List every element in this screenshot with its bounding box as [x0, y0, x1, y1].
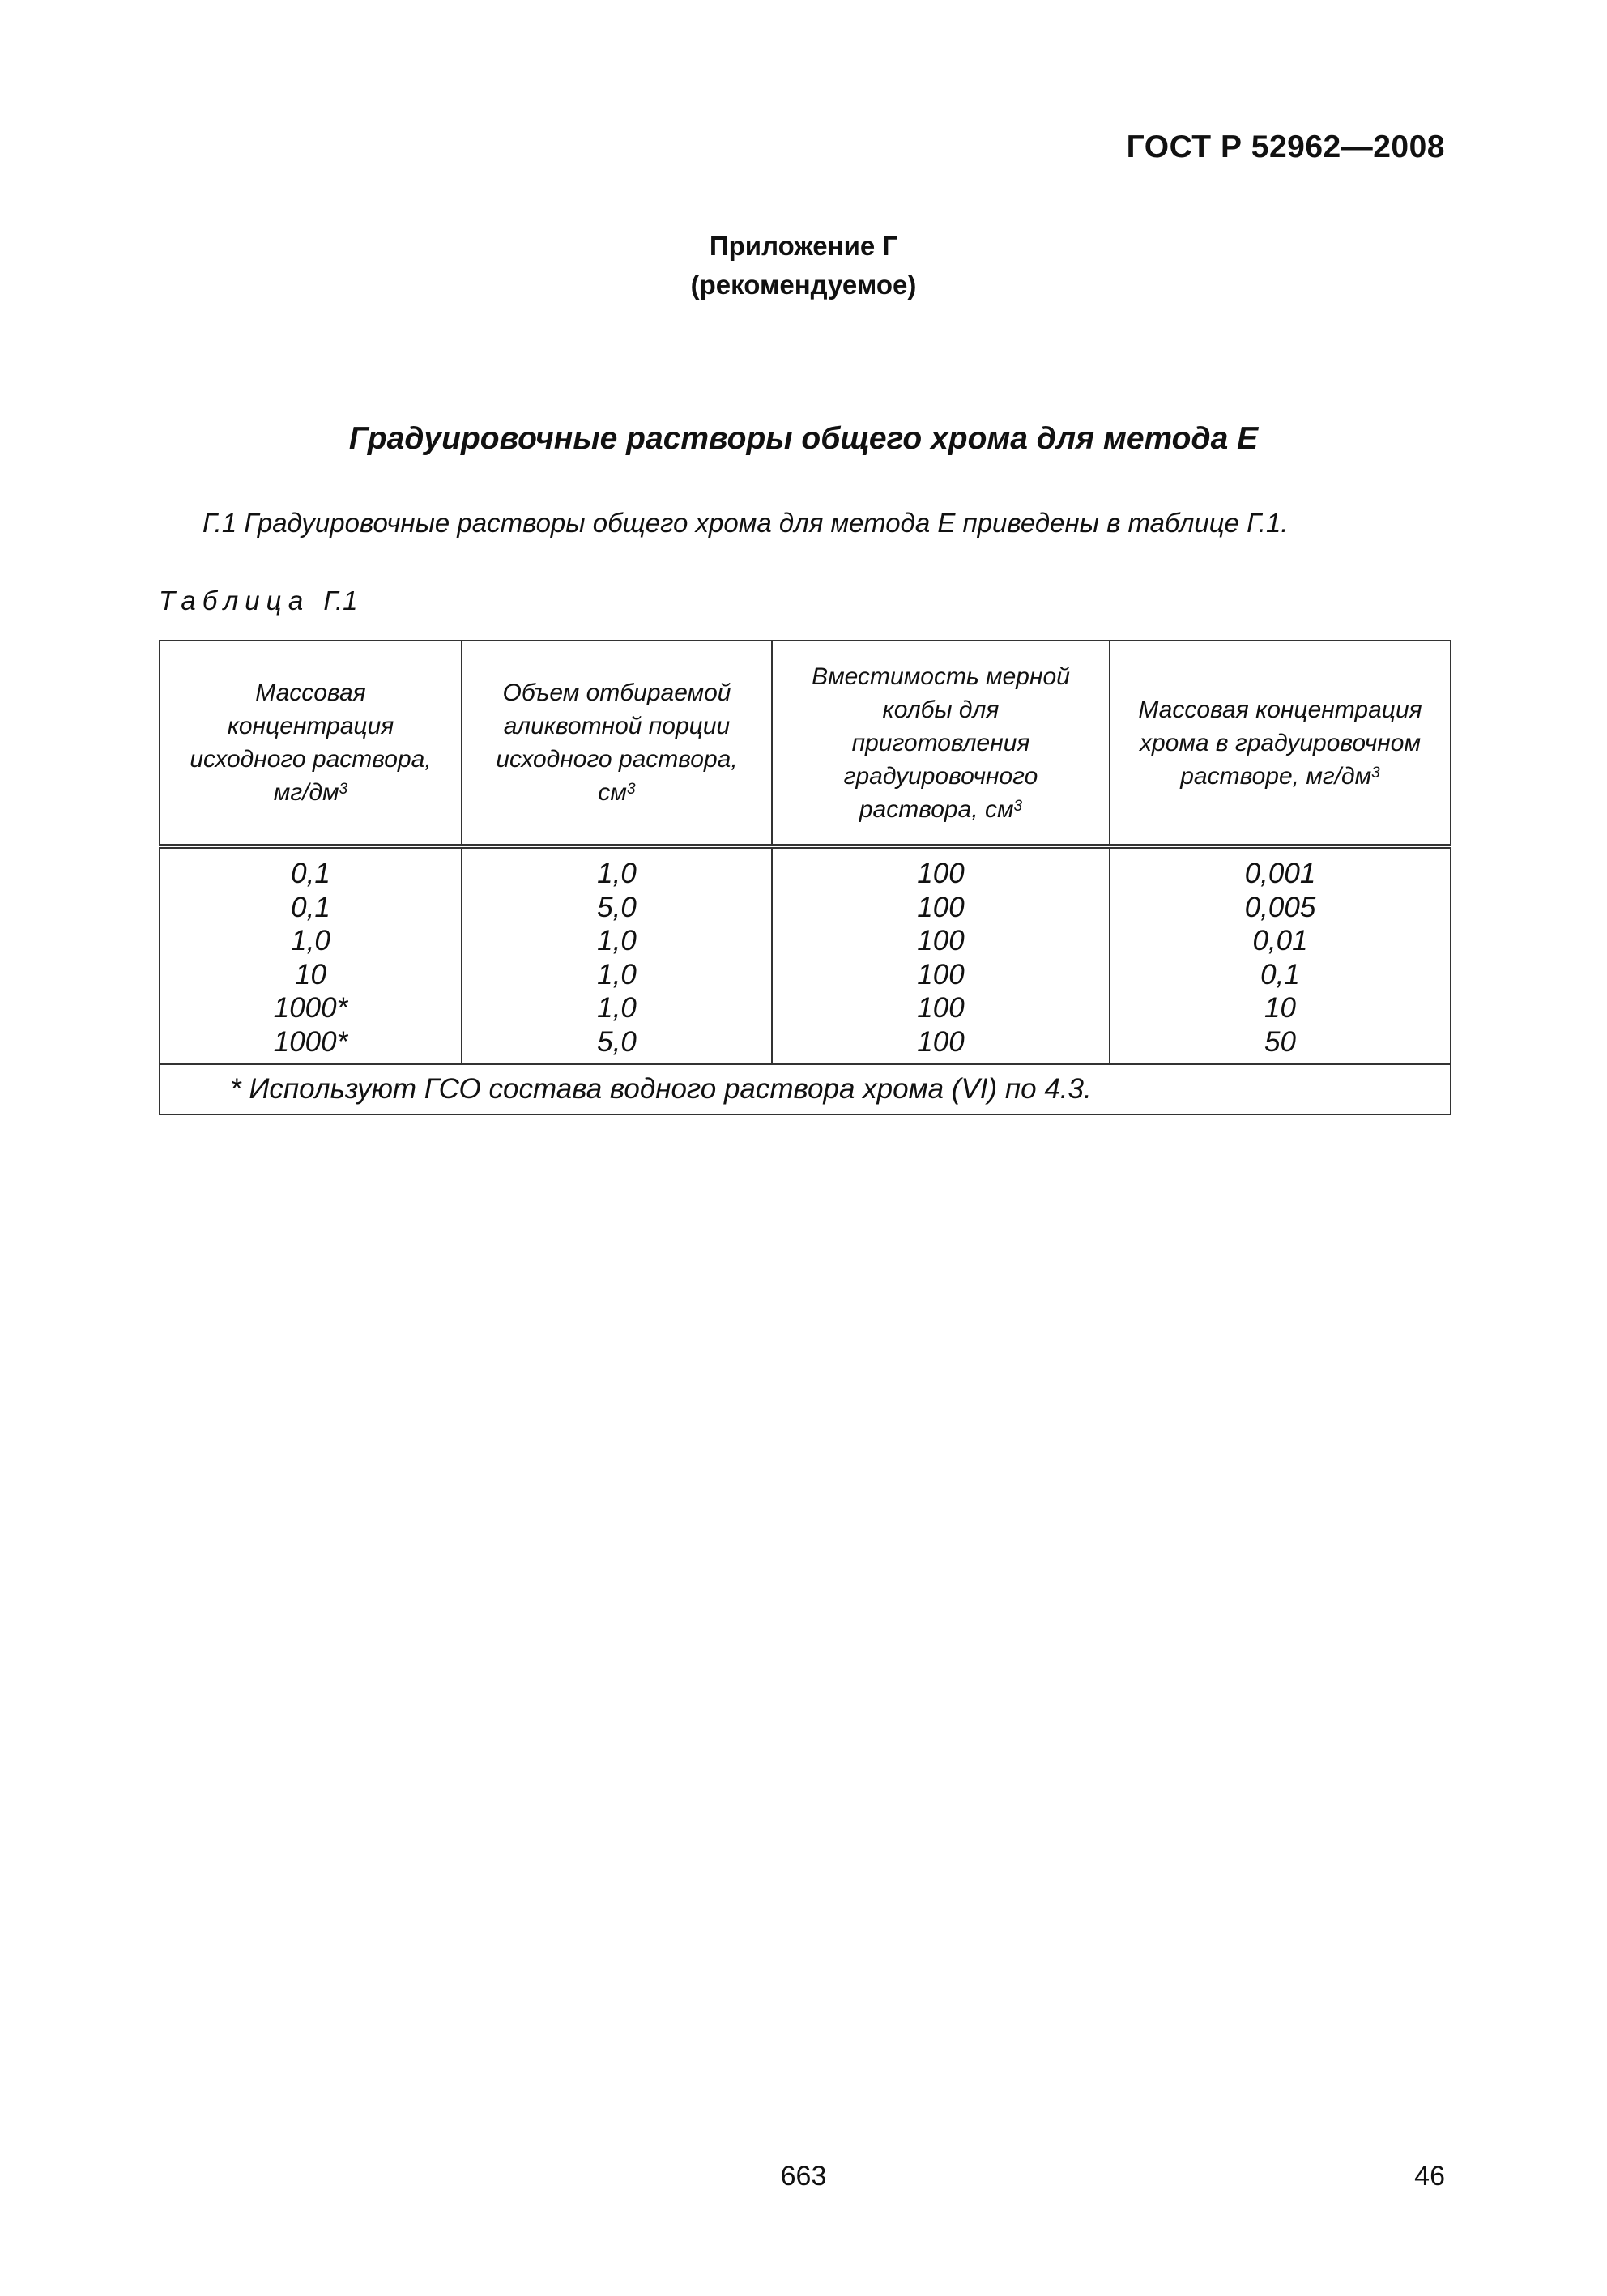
table-cell-value: 0,1	[291, 891, 330, 923]
table-cell-value: 1,0	[291, 925, 330, 956]
table-cell-value: 100	[917, 958, 965, 990]
header-line: колбы для	[882, 696, 1000, 723]
table-cell-value: 0,1	[291, 858, 330, 889]
header-line: Массовая	[255, 679, 366, 706]
header-unit-exponent: 3	[627, 781, 636, 798]
document-code: ГОСТ Р 52962—2008	[1126, 130, 1445, 164]
data-column-cell	[160, 846, 462, 1064]
table-cell-value: 1000*	[273, 1025, 348, 1058]
header-unit-text: см	[598, 779, 627, 806]
header-cell	[462, 641, 772, 846]
appendix-title: Приложение Г	[709, 231, 898, 261]
header-line: хрома в градуировочном	[1139, 729, 1422, 756]
header-unit-line	[474, 776, 760, 809]
header-unit-exponent: 3	[1013, 797, 1023, 815]
header-cell	[1110, 641, 1451, 846]
table-cell-value: 100	[917, 992, 965, 1024]
table-cell-value: 1,0	[597, 992, 637, 1024]
header-line: градуировочного	[843, 762, 1038, 790]
section-title: Градуировочные растворы общего хрома для метода Е	[348, 421, 1259, 456]
table-cell-value: 100	[917, 925, 965, 956]
table-cell-value: 0,01	[1252, 925, 1308, 956]
table-data-row	[160, 846, 1451, 1064]
header-line: исходного раствора,	[496, 746, 738, 773]
table-caption-number: Г.1	[323, 586, 358, 616]
table-cell-value: 100	[917, 1025, 965, 1058]
table-cell-value: 100	[917, 858, 965, 889]
table-cell-value: 5,0	[597, 891, 637, 923]
table-cell-value: 1,0	[597, 925, 637, 956]
table-cell-value: 1,0	[597, 958, 637, 990]
table-cell-value: 10	[1264, 992, 1296, 1024]
header-unit-line	[1122, 760, 1439, 793]
header-cell	[772, 641, 1110, 846]
header-unit-text: раствора, см	[859, 795, 1014, 823]
header-unit-line	[172, 776, 450, 809]
header-line: Массовая концентрация	[1138, 696, 1422, 723]
page-number: 663	[780, 2161, 827, 2192]
header-line: приготовления	[851, 729, 1030, 756]
appendix-status: (рекомендуемое)	[690, 270, 917, 300]
appendix-heading	[0, 227, 1607, 305]
header-unit-line	[784, 793, 1098, 826]
calibration-table	[159, 640, 1451, 1115]
table-footnote: * Используют ГСО состава водного раствора хрома (VI) по 4.3.	[160, 1064, 1451, 1114]
header-line: аликвотной порции	[503, 713, 731, 739]
paragraph-g1: Г.1 Градуировочные растворы общего хрома для метода Е приведены в таблице Г.1.	[202, 508, 1289, 538]
table-cell-value: 100	[917, 891, 965, 923]
table-cell-value: 0,005	[1244, 891, 1316, 923]
header-unit-exponent: 3	[1371, 764, 1380, 782]
header-cell	[160, 641, 462, 846]
table-cell-value: 10	[295, 958, 326, 990]
table-cell-value: 0,1	[1260, 958, 1300, 990]
table-cell-value: 0,001	[1244, 858, 1316, 889]
table-cell-value: 5,0	[597, 1025, 637, 1058]
table-cell-value: 1000*	[273, 992, 348, 1024]
header-unit-text: мг/дм	[273, 779, 339, 806]
table-caption-word: Таблица	[159, 586, 310, 616]
header-line: Вместимость мерной	[812, 662, 1070, 690]
table-cell-value: 50	[1264, 1025, 1296, 1058]
table-caption	[159, 586, 358, 616]
header-line: исходного раствора,	[190, 746, 432, 773]
header-line: концентрация	[227, 713, 394, 739]
data-column-cell	[1110, 846, 1451, 1064]
header-unit-text: растворе, мг/дм	[1180, 762, 1372, 790]
table-cell-value: 1,0	[597, 858, 637, 889]
header-unit-exponent: 3	[339, 781, 348, 798]
data-column-cell	[462, 846, 772, 1064]
header-line: Объем отбираемой	[502, 679, 731, 706]
table-header-row	[160, 641, 1451, 846]
data-column-cell	[772, 846, 1110, 1064]
sheet-number: 46	[1414, 2161, 1445, 2192]
table-footnote-row	[160, 1064, 1451, 1114]
